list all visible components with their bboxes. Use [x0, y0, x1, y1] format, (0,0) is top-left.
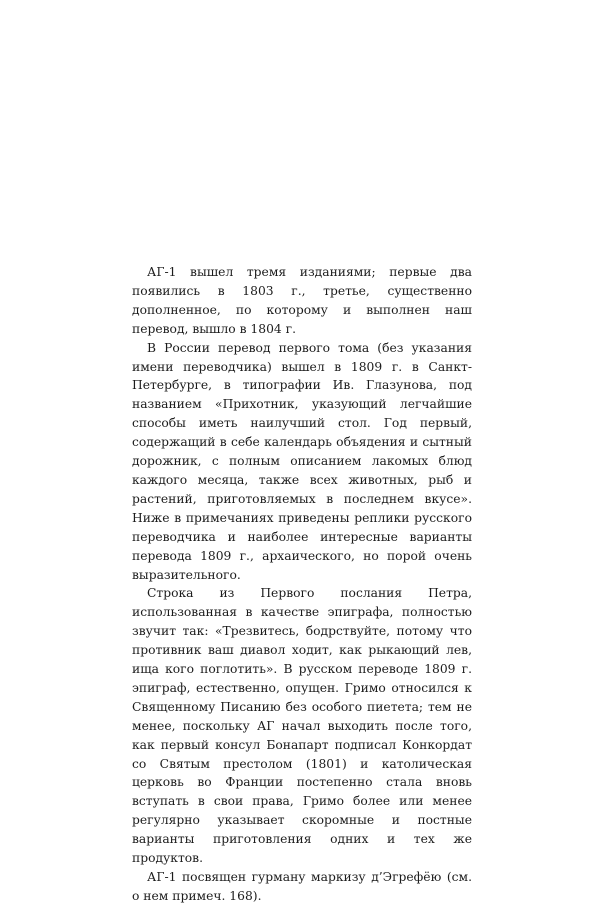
paragraph-dedication: АГ-1 посвящен гурману маркизу д’Эгрефёю (см. о нем примеч. 168).	[132, 870, 472, 903]
paragraph-epigraph: Строка из Первого послания Петра, использованная в качестве эпиграфа, полностью звучит так: «Трезвитесь, бодрствуйте, потому что противник ваш диавол ходит, как рыкающий лев, ища кого поглотить». В русском переводе 1809 г. эпиграф, естественно, опущен. Гримо относился к Священному Писанию без особого пиетета; тем не менее, поскольку АГ начал выходить после того, как первый консул Бонапарт подписал Конкордат со Святым престолом (1801) и католическая церковь во Франции постепенно стала вновь вступать в свои права, Гримо более или менее регулярно указывает скоромные и постные варианты приготовления одних и тех же продуктов.	[132, 586, 472, 866]
paragraph-editions: АГ-1 вышел тремя изданиями; первые два появились в 1803 г., третье, существенно дополненное, по которому и выполнен наш перевод, вышло в 1804 г.	[132, 265, 472, 336]
paragraph-russian-translation: В России перевод первого тома (без указания имени переводчика) вышел в 1809 г. в Санкт-Петербурге, в типографии Ив. Глазунова, под названием «Прихотник, указующий легчайшие способы иметь наилучший стол. Год первый, содержащий в себе календарь объядения и сытный дорожник, с полным описанием лакомых блюд каждого месяца, также всех животных, рыб и растений, приготовляемых в последнем вкусе». Ниже в примечаниях приведены реплики русского переводчика и наиболее интересные варианты перевода 1809 г., архаического, но порой очень выразительного.	[132, 340, 472, 582]
notes-text-block	[132, 263, 472, 906]
